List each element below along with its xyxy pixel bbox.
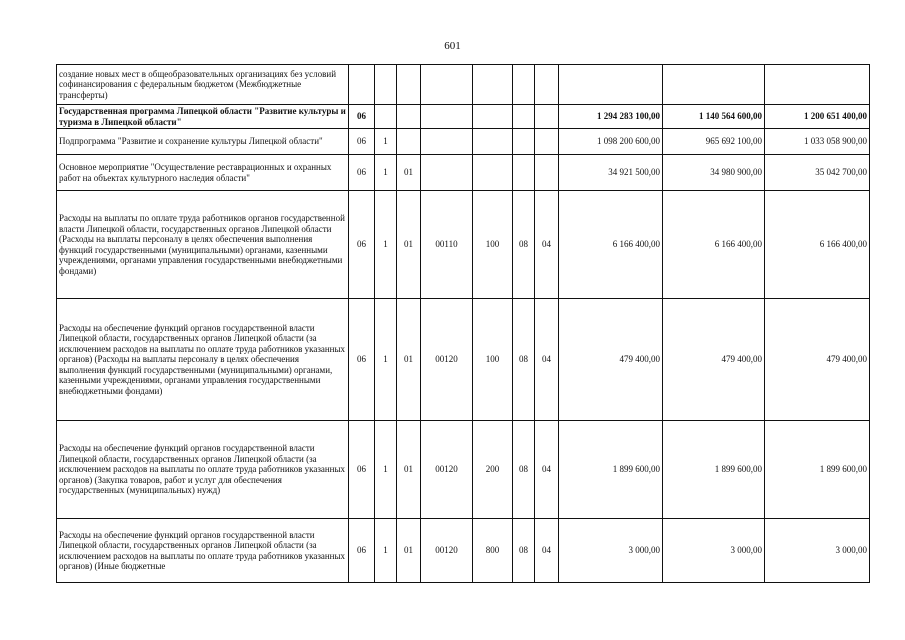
budget-table (56, 64, 870, 583)
direction-code: 00120 (421, 519, 473, 583)
expense-type-code: 100 (473, 299, 513, 421)
section-code (513, 65, 535, 105)
amount-year-1: 3 000,00 (559, 519, 663, 583)
measure-code: 01 (397, 421, 421, 519)
expense-type-code (473, 65, 513, 105)
amount-year-2: 1 899 600,00 (663, 421, 765, 519)
amount-year-2: 6 166 400,00 (663, 191, 765, 299)
expense-type-code: 200 (473, 421, 513, 519)
subsection-code: 04 (535, 191, 559, 299)
measure-code (397, 105, 421, 129)
table-row (57, 155, 870, 191)
expense-type-code (473, 105, 513, 129)
subprogram-code: 1 (375, 299, 397, 421)
expense-type-code: 100 (473, 191, 513, 299)
direction-code: 00110 (421, 191, 473, 299)
subsection-code (535, 155, 559, 191)
measure-code (397, 65, 421, 105)
amount-year-2: 479 400,00 (663, 299, 765, 421)
table-row (57, 129, 870, 155)
amount-year-1: 1 294 283 100,00 (559, 105, 663, 129)
direction-code (421, 105, 473, 129)
direction-code (421, 155, 473, 191)
table-row (57, 191, 870, 299)
subsection-code (535, 129, 559, 155)
amount-year-3: 1 200 651 400,00 (765, 105, 870, 129)
measure-code: 01 (397, 519, 421, 583)
direction-code (421, 65, 473, 105)
amount-year-3: 35 042 700,00 (765, 155, 870, 191)
amount-year-3: 1 033 058 900,00 (765, 129, 870, 155)
measure-code (397, 129, 421, 155)
row-description: Подпрограмма "Развитие и сохранение культуры Липецкой области" (57, 129, 349, 155)
amount-year-1: 1 098 200 600,00 (559, 129, 663, 155)
row-description: создание новых мест в общеобразовательных организациях без условий софинансирования с федеральным бюджетом (Межбюджетные трансферты) (57, 65, 349, 105)
amount-year-3: 479 400,00 (765, 299, 870, 421)
subprogram-code (375, 65, 397, 105)
row-description: Расходы на выплаты по оплате труда работников органов государственной власти Липецкой области, государственных органов Липецкой области (Расходы на выплаты персоналу в целях обеспечения выполнения функций государственными (муниципальными) органами, казенными учреждениями, органами управления государственными внебюджетными фондами) (57, 191, 349, 299)
amount-year-3: 6 166 400,00 (765, 191, 870, 299)
page-number: 601 (444, 40, 461, 52)
direction-code (421, 129, 473, 155)
amount-year-1: 6 166 400,00 (559, 191, 663, 299)
row-description: Расходы на обеспечение функций органов государственной власти Липецкой области, государственных органов Липецкой области (за исключением расходов на выплаты по оплате труда работников указанных органов) (Закупка товаров, работ и услуг для обеспечения государственных (муниципальных) нужд) (57, 421, 349, 519)
amount-year-3 (765, 65, 870, 105)
program-code: 06 (349, 299, 375, 421)
subprogram-code: 1 (375, 421, 397, 519)
subsection-code: 04 (535, 421, 559, 519)
row-description: Основное мероприятие "Осуществление реставрационных и охранных работ на объектах культурного наследия области" (57, 155, 349, 191)
measure-code: 01 (397, 155, 421, 191)
amount-year-2 (663, 65, 765, 105)
measure-code: 01 (397, 191, 421, 299)
subprogram-code: 1 (375, 155, 397, 191)
amount-year-2: 34 980 900,00 (663, 155, 765, 191)
direction-code: 00120 (421, 421, 473, 519)
section-code: 08 (513, 191, 535, 299)
table-row (57, 421, 870, 519)
program-code: 06 (349, 155, 375, 191)
table-row (57, 105, 870, 129)
section-code: 08 (513, 519, 535, 583)
subsection-code (535, 65, 559, 105)
row-description: Расходы на обеспечение функций органов государственной власти Липецкой области, государственных органов Липецкой области (за исключением расходов на выплаты по оплате труда работников указанных органов) (Иные бюджетные (57, 519, 349, 583)
measure-code: 01 (397, 299, 421, 421)
direction-code: 00120 (421, 299, 473, 421)
subprogram-code: 1 (375, 519, 397, 583)
amount-year-1: 479 400,00 (559, 299, 663, 421)
table-row (57, 299, 870, 421)
section-code (513, 105, 535, 129)
section-code: 08 (513, 299, 535, 421)
expense-type-code: 800 (473, 519, 513, 583)
table-body (57, 65, 870, 583)
subprogram-code: 1 (375, 129, 397, 155)
row-description: Расходы на обеспечение функций органов государственной власти Липецкой области, государственных органов Липецкой области (за исключением расходов на выплаты по оплате труда работников указанных органов) (Расходы на выплаты персоналу в целях обеспечения выполнения функций государственными (муниципальными) органами, казенными учреждениями, органами управления государственными внебюджетными фондами) (57, 299, 349, 421)
section-code (513, 129, 535, 155)
amount-year-2: 3 000,00 (663, 519, 765, 583)
subsection-code (535, 105, 559, 129)
amount-year-2: 965 692 100,00 (663, 129, 765, 155)
subprogram-code (375, 105, 397, 129)
program-code: 06 (349, 191, 375, 299)
expense-type-code (473, 129, 513, 155)
amount-year-1: 1 899 600,00 (559, 421, 663, 519)
program-code: 06 (349, 105, 375, 129)
amount-year-1: 34 921 500,00 (559, 155, 663, 191)
table-row (57, 65, 870, 105)
program-code: 06 (349, 519, 375, 583)
subsection-code: 04 (535, 519, 559, 583)
amount-year-3: 1 899 600,00 (765, 421, 870, 519)
expense-type-code (473, 155, 513, 191)
table-row (57, 519, 870, 583)
subsection-code: 04 (535, 299, 559, 421)
row-description: Государственная программа Липецкой области "Развитие культуры и туризма в Липецкой области" (57, 105, 349, 129)
program-code: 06 (349, 129, 375, 155)
program-code (349, 65, 375, 105)
amount-year-3: 3 000,00 (765, 519, 870, 583)
subprogram-code: 1 (375, 191, 397, 299)
program-code: 06 (349, 421, 375, 519)
amount-year-1 (559, 65, 663, 105)
amount-year-2: 1 140 564 600,00 (663, 105, 765, 129)
section-code: 08 (513, 421, 535, 519)
section-code (513, 155, 535, 191)
